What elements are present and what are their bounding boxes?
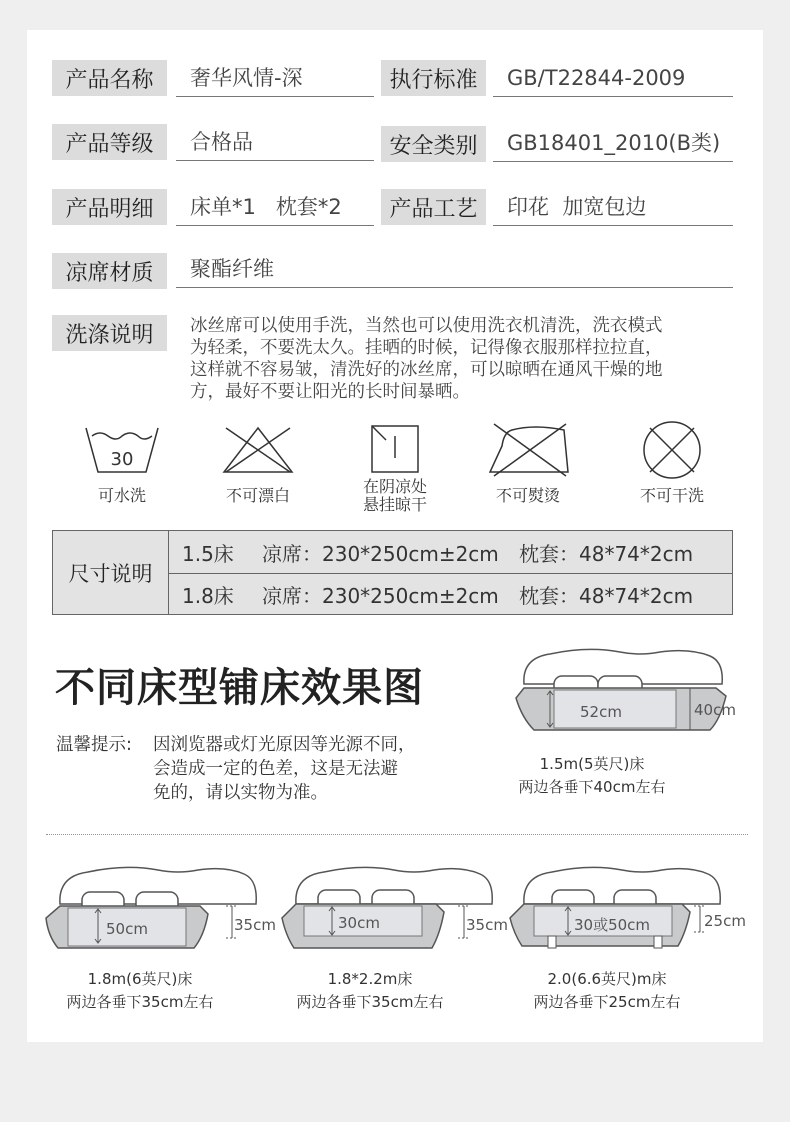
- bed-caption-3: [278, 968, 462, 1014]
- bed-illustration-1: [510, 644, 746, 744]
- tip-line: 会造成一定的色差，这是无法避: [153, 759, 398, 779]
- care-label-no-iron: 不可熨烫: [495, 486, 560, 505]
- care-label-washable: 可水洗: [97, 486, 146, 505]
- bed-caption-2: [48, 968, 232, 1014]
- tip-line: 因浏览器或灯光原因等光源不同，: [153, 735, 416, 755]
- safety-value: GB18401_2010(B类): [493, 127, 733, 162]
- bed-drop: 两边各垂下25cm左右: [533, 993, 681, 1011]
- bed-side-label: 35cm: [466, 916, 508, 934]
- tip-label: 温馨提示:: [56, 735, 132, 755]
- washing-label: 洗涤说明: [52, 315, 167, 351]
- size-pillow: 枕套：48*74*2cm: [519, 542, 694, 566]
- material-label: 凉席材质: [52, 253, 167, 289]
- bed-side-label: 25cm: [704, 912, 746, 930]
- washtub-icon: [82, 422, 162, 480]
- size-mat: 凉席：230*250cm±2cm: [262, 584, 499, 608]
- standard-label: 执行标准: [381, 60, 486, 96]
- bed-drop: 两边各垂下35cm左右: [296, 993, 444, 1011]
- no-iron-icon: [484, 420, 574, 478]
- size-table: [52, 530, 733, 615]
- bed-size: 1.8m(6英尺)床: [87, 970, 193, 988]
- size-label: 尺寸说明: [53, 531, 169, 614]
- care-label-no-bleach: 不可漂白: [225, 486, 290, 505]
- size-bed: 1.5床: [182, 542, 234, 566]
- grade-value: 合格品: [176, 126, 374, 161]
- no-bleach-icon: [218, 424, 298, 476]
- care-label-shade-line2: 悬挂晾干: [362, 495, 427, 514]
- bed-length-label: 50cm: [106, 920, 148, 938]
- effect-title: 不同床型铺床效果图: [55, 665, 424, 711]
- grade-label: 产品等级: [52, 124, 167, 160]
- detail-label: 产品明细: [52, 189, 167, 225]
- washing-line: 方，最好不要让阳光的长时间暴晒。: [190, 382, 470, 402]
- bed-size: 1.5m(5英尺)床: [539, 755, 645, 773]
- size-row: [169, 532, 732, 574]
- dry-shade-icon: [370, 424, 420, 474]
- name-value: 奢华风情-深: [176, 62, 374, 97]
- bed-side-label: 40cm: [694, 701, 736, 719]
- material-value: 聚酯纤维: [176, 253, 733, 288]
- washing-line: 为轻柔，不要洗太久。挂晒的时候，记得像衣服那样拉拉直，: [190, 338, 663, 358]
- bed-caption-4: [515, 968, 699, 1014]
- bed-size: 1.8*2.2m床: [327, 970, 413, 988]
- care-label-shade-line1: 在阴凉处: [362, 477, 427, 496]
- bed-drop: 两边各垂下35cm左右: [66, 993, 214, 1011]
- size-pillow: 枕套：48*74*2cm: [519, 584, 694, 608]
- safety-label: 安全类别: [381, 126, 486, 162]
- standard-value: GB/T22844-2009: [493, 62, 733, 97]
- wash-temp: 30: [110, 449, 134, 470]
- name-label: 产品名称: [52, 60, 167, 96]
- washing-line: 冰丝席可以使用手洗，当然也可以使用洗衣机清洗，洗衣模式: [190, 316, 663, 336]
- tip-line: 免的，请以实物为准。: [153, 783, 328, 803]
- bed-illustration-2: [44, 862, 280, 958]
- bed-side-label: 35cm: [234, 916, 276, 934]
- craft-label: 产品工艺: [381, 189, 486, 225]
- care-label-no-dry-clean: 不可干洗: [639, 486, 704, 505]
- bed-illustration-3: [280, 862, 516, 958]
- craft-value: 印花 加宽包边: [493, 191, 733, 226]
- bed-length-label: 52cm: [580, 703, 622, 721]
- section-divider: [46, 834, 748, 835]
- bed-size: 2.0(6.6英尺)m床: [547, 970, 667, 988]
- care-label-shade-dry: [345, 478, 445, 514]
- washing-line: 这样就不容易皱，清洗好的冰丝席，可以晾晒在通风干燥的地: [190, 360, 663, 380]
- bed-drop: 两边各垂下40cm左右: [518, 778, 666, 796]
- bed-caption-1: [500, 753, 684, 799]
- no-dry-clean-icon: [640, 418, 704, 482]
- size-mat: 凉席：230*250cm±2cm: [262, 542, 499, 566]
- size-bed: 1.8床: [182, 584, 234, 608]
- bed-length-label: 30或50cm: [574, 916, 651, 934]
- detail-value: 床单*1 枕套*2: [176, 191, 374, 226]
- bed-length-label: 30cm: [338, 914, 380, 932]
- washing-instructions: [190, 315, 735, 403]
- size-row: [169, 574, 732, 615]
- bed-illustration-4: [508, 862, 748, 958]
